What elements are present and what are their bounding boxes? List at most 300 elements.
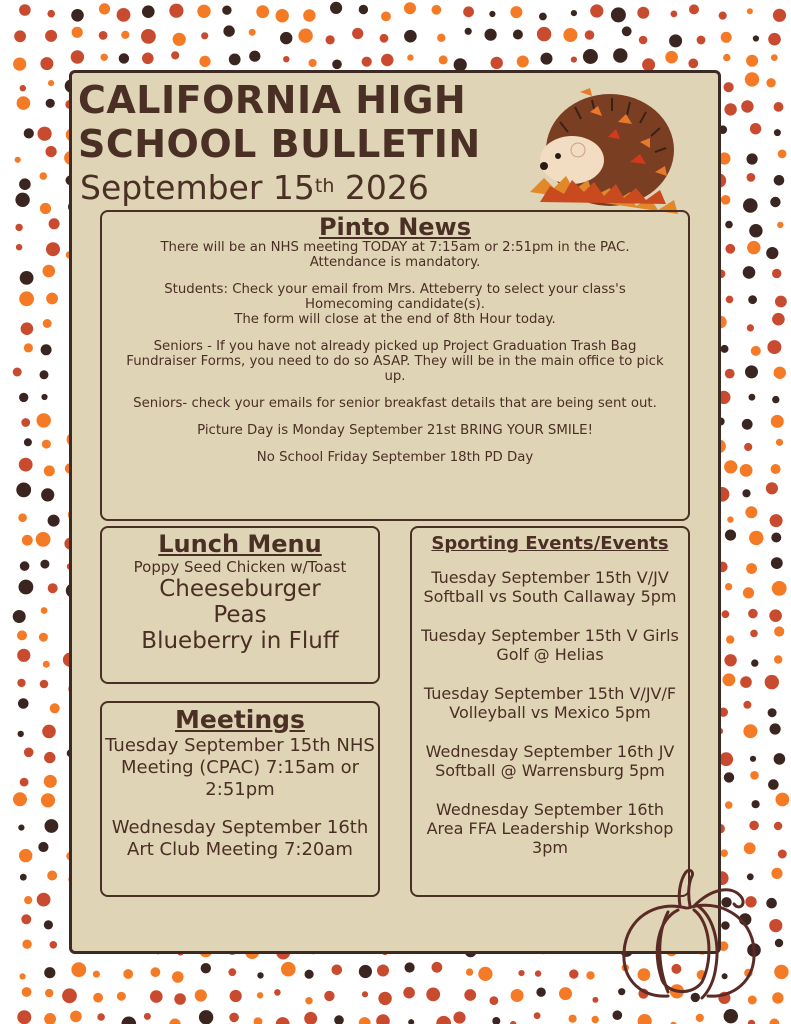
background-dot [228, 968, 236, 976]
background-dot [24, 748, 34, 758]
background-dot [44, 967, 55, 978]
background-dot [21, 418, 30, 427]
background-dot [257, 992, 263, 998]
background-dot [478, 967, 492, 981]
background-dot [748, 1020, 755, 1024]
background-dot [24, 896, 32, 904]
background-dot [776, 439, 783, 446]
background-dot [48, 583, 58, 593]
background-dot [745, 72, 759, 86]
background-dot [141, 29, 156, 44]
pinto-news-title: Pinto News [318, 213, 472, 241]
background-dot [592, 1016, 599, 1023]
background-dot [724, 103, 736, 115]
background-dot [778, 150, 787, 159]
background-dot [117, 992, 126, 1001]
background-dot [583, 49, 598, 64]
background-dot [144, 1013, 151, 1020]
background-dot [747, 173, 756, 182]
background-dot [750, 771, 759, 780]
background-dot [773, 9, 786, 22]
date-main: September 15 [80, 168, 315, 207]
background-dot [305, 970, 314, 979]
background-dot [743, 587, 754, 598]
background-dot [16, 483, 31, 498]
background-dot [17, 96, 31, 110]
background-dot [229, 54, 241, 66]
sporting-events-panel [410, 526, 690, 897]
background-dot [740, 464, 753, 477]
background-dot [20, 561, 30, 571]
meeting-entry: Tuesday September 15th NHS Meeting (CPAC) 7:15am or 2:51pm [105, 735, 375, 800]
background-dot [72, 27, 83, 38]
background-dot [771, 464, 781, 474]
news-item: Picture Day is Monday September 21st BRING YOUR SMILE! [197, 423, 593, 438]
background-dot [39, 633, 48, 642]
background-dot [720, 849, 728, 857]
background-dot [201, 32, 208, 39]
background-dot [766, 78, 775, 87]
background-dot [174, 993, 186, 1005]
background-dot [19, 393, 28, 402]
background-dot [172, 971, 184, 983]
background-dot [769, 919, 782, 932]
background-dot [465, 28, 472, 35]
background-dot [772, 396, 779, 403]
background-dot [169, 4, 183, 18]
background-dot [571, 57, 577, 63]
background-dot [436, 1016, 451, 1024]
background-dot [274, 989, 281, 996]
background-dot [746, 55, 758, 67]
news-item: There will be an NHS meeting TODAY at 7:15am or 2:51pm in the PAC. Attendance is mandatory. [160, 240, 630, 270]
background-dot [42, 440, 51, 449]
background-dot [767, 340, 781, 354]
background-dot [254, 1017, 263, 1024]
background-dot [696, 1014, 704, 1022]
background-dot [97, 1013, 105, 1021]
background-dot [774, 965, 788, 979]
background-dot [332, 60, 342, 70]
background-dot [362, 991, 368, 997]
background-dot [534, 1012, 541, 1019]
background-dot [723, 673, 736, 686]
background-dot [743, 266, 756, 279]
background-dot [19, 580, 34, 595]
background-dot [408, 1019, 414, 1024]
background-dot [142, 53, 154, 65]
background-dot [437, 34, 445, 42]
background-dot [199, 1010, 213, 1024]
background-dot [41, 488, 54, 501]
background-dot [276, 9, 289, 22]
background-dot [256, 5, 269, 18]
background-dot [539, 13, 547, 21]
background-dot [249, 51, 260, 62]
background-dot [772, 313, 785, 326]
background-dot [697, 36, 706, 45]
background-dot [201, 963, 211, 973]
background-dot [722, 610, 730, 618]
background-dot [726, 296, 734, 304]
background-dot [37, 413, 51, 427]
background-dot [380, 34, 389, 43]
background-dot [669, 34, 682, 47]
background-dot [18, 731, 24, 737]
background-dot [50, 941, 58, 949]
background-dot [45, 989, 53, 997]
background-dot [569, 969, 578, 978]
background-dot [751, 346, 761, 356]
background-dot [748, 609, 758, 619]
background-dot [778, 850, 787, 859]
background-dot [195, 989, 207, 1001]
background-dot [38, 842, 48, 852]
background-dot [768, 33, 781, 46]
background-dot [281, 962, 296, 977]
background-dot [45, 30, 57, 42]
background-dot [489, 11, 495, 17]
background-dot [142, 5, 155, 18]
background-dot [13, 610, 26, 623]
background-dot [17, 630, 27, 640]
background-dot [749, 394, 756, 401]
background-dot [774, 367, 786, 379]
background-dot [36, 532, 51, 547]
background-dot [17, 649, 30, 662]
background-dot [770, 197, 780, 207]
background-dot [510, 6, 522, 18]
background-dot [305, 997, 312, 1004]
background-dot [40, 203, 51, 214]
background-dot [276, 1017, 290, 1024]
background-dot [766, 482, 778, 494]
background-dot [766, 247, 778, 259]
background-dot [745, 365, 758, 378]
background-dot [405, 962, 415, 972]
background-dot [173, 33, 186, 46]
background-dot [40, 560, 49, 569]
background-dot [743, 701, 751, 709]
background-dot [381, 12, 391, 22]
background-dot [22, 535, 33, 546]
background-dot [404, 2, 416, 14]
background-dot [753, 35, 759, 41]
background-dot [639, 36, 648, 45]
background-dot [17, 1010, 31, 1024]
background-dot [749, 224, 762, 237]
background-dot [771, 54, 778, 61]
background-dot [725, 583, 732, 590]
background-dot [750, 756, 756, 762]
background-dot [719, 752, 733, 766]
background-dot [47, 10, 55, 18]
background-dot [518, 970, 524, 976]
background-dot [569, 1015, 577, 1023]
background-dot [725, 221, 733, 229]
background-dot [774, 822, 782, 830]
background-dot [571, 10, 577, 16]
background-dot [774, 753, 786, 765]
background-dot [774, 175, 785, 186]
background-dot [748, 295, 757, 304]
background-dot [613, 1010, 623, 1020]
background-dot [463, 6, 474, 17]
background-dot [99, 31, 108, 40]
background-dot [724, 1009, 738, 1023]
background-dot [377, 965, 389, 977]
background-dot [44, 752, 55, 763]
background-dot [439, 55, 448, 64]
background-dot [13, 792, 27, 806]
background-dot [330, 2, 342, 14]
background-dot [740, 676, 752, 688]
event-entry: Tuesday September 15th V/JV/F Volleyball vs Mexico 5pm [423, 684, 677, 722]
background-dot [517, 56, 529, 68]
background-dot [590, 4, 603, 17]
background-dot [772, 992, 783, 1003]
background-dot [688, 59, 698, 69]
background-dot [723, 54, 730, 61]
background-dot [44, 465, 55, 476]
date-year: 2026 [334, 168, 429, 207]
background-dot [771, 868, 782, 879]
meeting-entry: Wednesday September 16th Art Club Meeting 7:20am [111, 817, 369, 860]
background-dot [18, 825, 24, 831]
background-dot [49, 218, 60, 229]
background-dot [777, 222, 783, 228]
bulletin-date [80, 168, 429, 208]
background-dot [21, 914, 31, 924]
news-item: Students: Check your email from Mrs. Atteberry to select your class's Homecoming candidate(s). [164, 282, 626, 312]
news-item: No School Friday September 18th PD Day [256, 450, 534, 465]
background-dot [222, 6, 231, 15]
background-dot [43, 265, 56, 278]
background-dot [485, 29, 497, 41]
background-dot [42, 725, 56, 739]
background-dot [774, 129, 781, 136]
background-dot [199, 56, 210, 67]
background-dot [71, 9, 84, 22]
background-dot [362, 57, 372, 67]
event-entry: Tuesday September 15th V Girls Golf @ Helias [421, 626, 679, 664]
background-dot [303, 9, 315, 21]
background-dot [536, 988, 545, 997]
background-dot [121, 31, 129, 39]
background-dot [376, 1014, 390, 1024]
background-dot [513, 30, 523, 40]
background-dot [223, 25, 234, 36]
background-dot [20, 271, 34, 285]
background-dot [407, 54, 413, 60]
background-dot [151, 967, 161, 977]
background-dot [101, 54, 108, 61]
background-dot [93, 993, 103, 1003]
background-dot [46, 293, 58, 305]
background-dot [41, 793, 55, 807]
background-dot [774, 102, 784, 112]
background-dot [359, 965, 372, 978]
background-dot [741, 100, 753, 112]
background-dot [769, 609, 782, 622]
background-dot [721, 32, 732, 43]
background-dot [721, 345, 729, 353]
background-dot [71, 50, 84, 63]
background-dot [771, 533, 781, 543]
meetings-title: Meetings [175, 705, 305, 734]
background-dot [249, 29, 256, 36]
background-dot [744, 842, 756, 854]
background-dot [41, 394, 47, 400]
background-dot [774, 655, 782, 663]
background-dot [99, 3, 110, 14]
background-dot [747, 153, 758, 164]
background-dot [404, 30, 417, 43]
background-dot [769, 1019, 779, 1024]
background-dot [19, 4, 31, 16]
hedgehog-icon [520, 82, 685, 217]
background-dot [71, 962, 86, 977]
pinto-news-panel [100, 210, 690, 521]
background-dot [719, 12, 727, 20]
background-dot [490, 996, 499, 1005]
background-dot [20, 874, 27, 881]
background-dot [332, 965, 343, 976]
background-dot [750, 123, 761, 134]
background-dot [43, 661, 50, 668]
background-dot [403, 987, 415, 999]
background-dot [40, 57, 53, 70]
background-dot [46, 146, 57, 157]
background-dot [749, 531, 763, 545]
background-dot [229, 1013, 239, 1023]
background-dot [724, 654, 736, 666]
background-dot [724, 82, 734, 92]
background-dot [283, 56, 289, 62]
background-dot [770, 723, 781, 734]
background-dot [749, 821, 759, 831]
background-dot [46, 99, 55, 108]
lunch-item: Blueberry in Fluff [141, 628, 339, 654]
event-entry: Wednesday September 16th JV Softball @ Warrensburg 5pm [425, 742, 675, 780]
background-dot [747, 324, 754, 331]
background-dot [257, 972, 263, 978]
background-dot [541, 53, 553, 65]
sporting-events-title: Sporting Events/Events [431, 533, 669, 554]
background-dot [721, 195, 731, 205]
background-dot [17, 679, 25, 687]
background-dot [19, 849, 32, 862]
background-dot [122, 1017, 137, 1024]
background-dot [378, 992, 391, 1005]
background-dot [20, 778, 29, 787]
background-dot [40, 370, 49, 379]
background-dot [41, 607, 48, 614]
background-dot [48, 80, 54, 86]
background-dot [44, 775, 57, 788]
background-dot [70, 1011, 82, 1023]
background-dot [171, 51, 179, 59]
background-dot [743, 724, 757, 738]
background-dot [537, 27, 551, 41]
background-dot [16, 244, 22, 250]
background-dot [585, 30, 595, 40]
background-dot [453, 1012, 465, 1024]
title-line-2: SCHOOL BULLETIN [78, 122, 481, 166]
background-dot [280, 32, 292, 44]
background-dot [359, 1017, 371, 1024]
background-dot [381, 54, 393, 66]
background-dot [689, 4, 699, 14]
background-dot [768, 779, 779, 790]
background-dot [43, 319, 52, 328]
background-dot [563, 28, 577, 42]
background-dot [771, 557, 783, 569]
background-dot [766, 898, 777, 909]
background-dot [622, 26, 632, 36]
background-dot [559, 987, 572, 1000]
title-line-1: CALIFORNIA HIGH [78, 78, 467, 122]
background-dot [62, 988, 77, 1003]
background-dot [744, 443, 752, 451]
background-dot [613, 48, 627, 62]
background-dot [772, 269, 781, 278]
background-dot [197, 5, 210, 18]
background-dot [772, 581, 787, 596]
background-dot [725, 530, 736, 541]
background-dot [44, 920, 53, 929]
background-dot [41, 344, 52, 355]
background-dot [671, 11, 678, 18]
pumpkin-icon [618, 866, 758, 1002]
background-dot [47, 871, 57, 881]
background-dot [745, 506, 757, 518]
background-dot [724, 772, 734, 782]
background-dot [426, 988, 440, 1002]
background-dot [22, 987, 32, 997]
background-dot [334, 1015, 344, 1024]
background-dot [352, 28, 363, 39]
background-dot [20, 85, 26, 91]
background-dot [13, 368, 22, 377]
background-dot [298, 29, 312, 43]
background-dot [50, 703, 60, 713]
background-dot [775, 939, 783, 947]
background-dot [747, 8, 753, 14]
background-dot [15, 157, 21, 163]
background-dot [14, 30, 26, 42]
background-dot [19, 178, 31, 190]
background-dot [45, 819, 59, 833]
background-dot [20, 973, 26, 979]
background-dot [752, 800, 760, 808]
background-dot [743, 198, 758, 213]
background-dot [230, 990, 242, 1002]
event-entry: Tuesday September 15th V/JV Softball vs South Callaway 5pm [423, 568, 677, 606]
background-dot [770, 514, 783, 527]
lunch-item: Poppy Seed Chicken w/Toast [133, 558, 347, 576]
background-dot [726, 635, 734, 643]
background-dot [768, 708, 777, 717]
background-dot [771, 415, 784, 428]
background-dot [611, 7, 626, 22]
date-suffix: th [314, 175, 335, 197]
background-dot [751, 659, 758, 666]
page-title [78, 78, 481, 166]
lunch-menu-title: Lunch Menu [158, 530, 322, 558]
background-dot [742, 419, 753, 430]
background-dot [725, 244, 735, 254]
